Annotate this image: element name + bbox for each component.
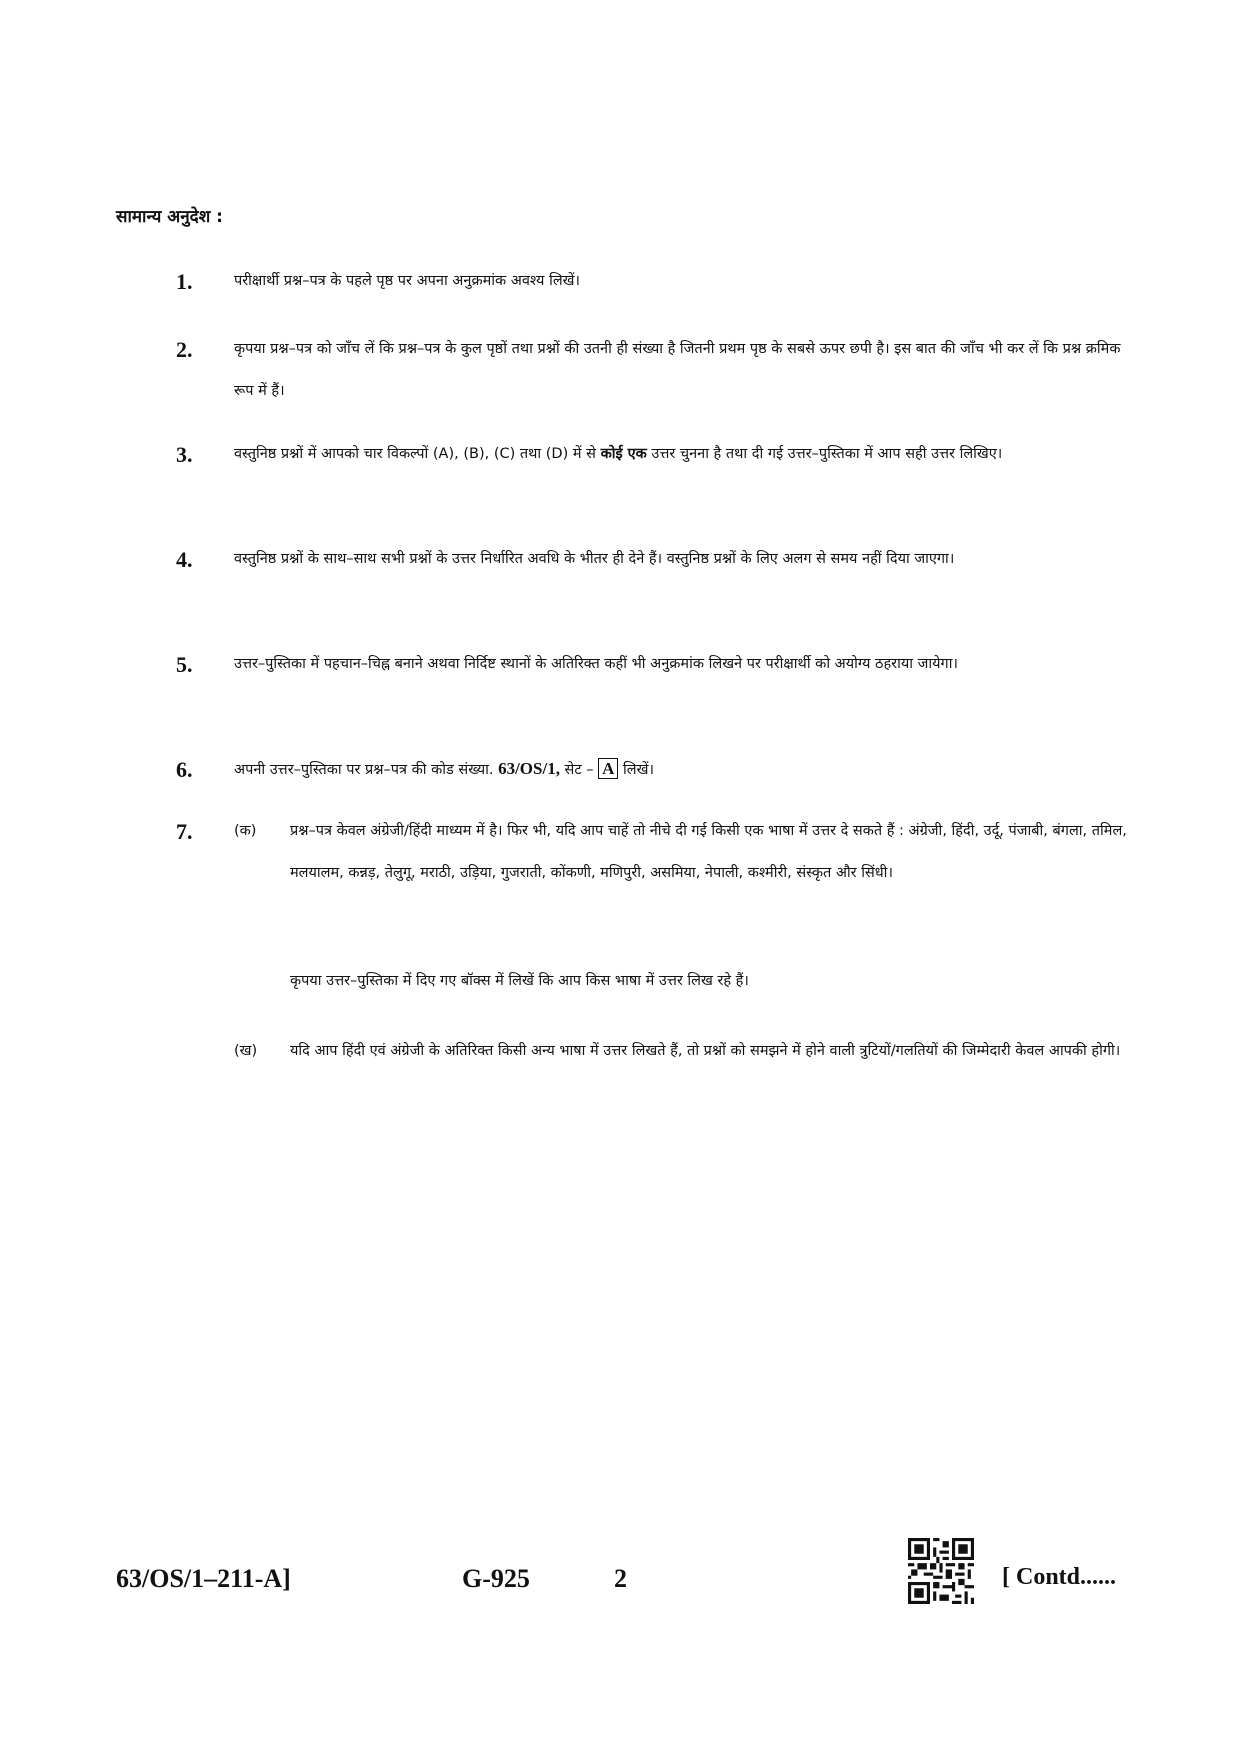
sub-label: (क): [234, 823, 257, 839]
instruction-text: उत्तर–पुस्तिका में पहचान–चिह्न बनाने अथवा निर्दिष्ट स्थानों के अतिरिक्त कहीं भी अनुक्रमांक लिखने पर परीक्षार्थी को अयोग्य ठहराया जायेगा।: [234, 656, 958, 672]
sub-label: (ख): [234, 1043, 258, 1059]
instruction-text: अपनी उत्तर–पुस्तिका पर प्रश्न–पत्र की कोड संख्या. 63/OS/1, सेट – A लिखें।: [234, 759, 654, 778]
emphasis-text: कोई एक: [600, 446, 647, 462]
instruction-text: कृपया प्रश्न–पत्र को जाँच लें कि प्रश्न–पत्र के कुल पृष्ठों तथा प्रश्नों की उतनी ही संख्या है जितनी प्रथम पृष्ठ के सबसे ऊपर छपी है। इस बात की जाँच भी कर लें कि प्रश्न क्रमिक रूप में हैं।: [234, 341, 1121, 399]
section-heading: सामान्य अनुदेश :: [116, 207, 223, 227]
sub-text: प्रश्न–पत्र केवल अंग्रेजी/हिंदी माध्यम में है। फिर भी, यदि आप चाहें तो नीचे दी गई किसी एक भाषा में उत्तर दे सकते हैं : अंग्रेजी, हिंदी, उर्दू, पंजाबी, बंगला, तमिल, मलयालम, कन्नड़, तेलुगू, मराठी, उड़िया, गुजराती, कोंकणी, मणिपुरी, असमिया, नेपाली, कश्मीरी, संस्कृत और सिंधी।: [290, 823, 1127, 881]
page-number: 2: [614, 1564, 627, 1593]
instruction-text: वस्तुनिष्ठ प्रश्नों में आपको चार विकल्पों (A), (B), (C) तथा (D) में से कोई एक उत्तर चुनना है तथा दी गई उत्तर–पुस्तिका में आप सही उत्तर लिखिए।: [234, 446, 1003, 462]
instruction-number: 4.: [176, 547, 193, 572]
instruction-number: 1.: [176, 269, 193, 294]
instruction-number: 3.: [176, 442, 193, 467]
instruction-number: 6.: [176, 757, 193, 782]
set-code-box: A: [598, 758, 618, 779]
qr-code-icon: [908, 1538, 974, 1604]
instruction-text: परीक्षार्थी प्रश्न–पत्र के पहले पृष्ठ पर अपना अनुक्रमांक अवश्य लिखें।: [234, 273, 581, 289]
instruction-number: 7.: [176, 819, 193, 844]
instruction-text: वस्तुनिष्ठ प्रश्नों के साथ–साथ सभी प्रश्नों के उत्तर निर्धारित अवधि के भीतर ही देने हैं। वस्तुनिष्ठ प्रश्नों के लिए अलग से समय नहीं दिया जाएगा।: [234, 551, 955, 567]
instruction-number: 5.: [176, 652, 193, 677]
series-code: G-925: [462, 1564, 530, 1593]
sub-text: यदि आप हिंदी एवं अंग्रेजी के अतिरिक्त किसी अन्य भाषा में उत्तर लिखते हैं, तो प्रश्नों को समझने में होने वाली त्रुटियों/गलतियों की जिम्मेदारी केवल आपकी होगी।: [290, 1043, 1121, 1059]
continued-note: [ Contd......: [1002, 1564, 1117, 1590]
instruction-number: 2.: [176, 337, 193, 362]
sub-text: कृपया उत्तर–पुस्तिका में दिए गए बॉक्स में लिखें कि आप किस भाषा में उत्तर लिख रहे हैं।: [290, 973, 749, 989]
code-number: 63/OS/1,: [498, 759, 560, 778]
paper-code: 63/OS/1–211-A]: [116, 1564, 291, 1593]
